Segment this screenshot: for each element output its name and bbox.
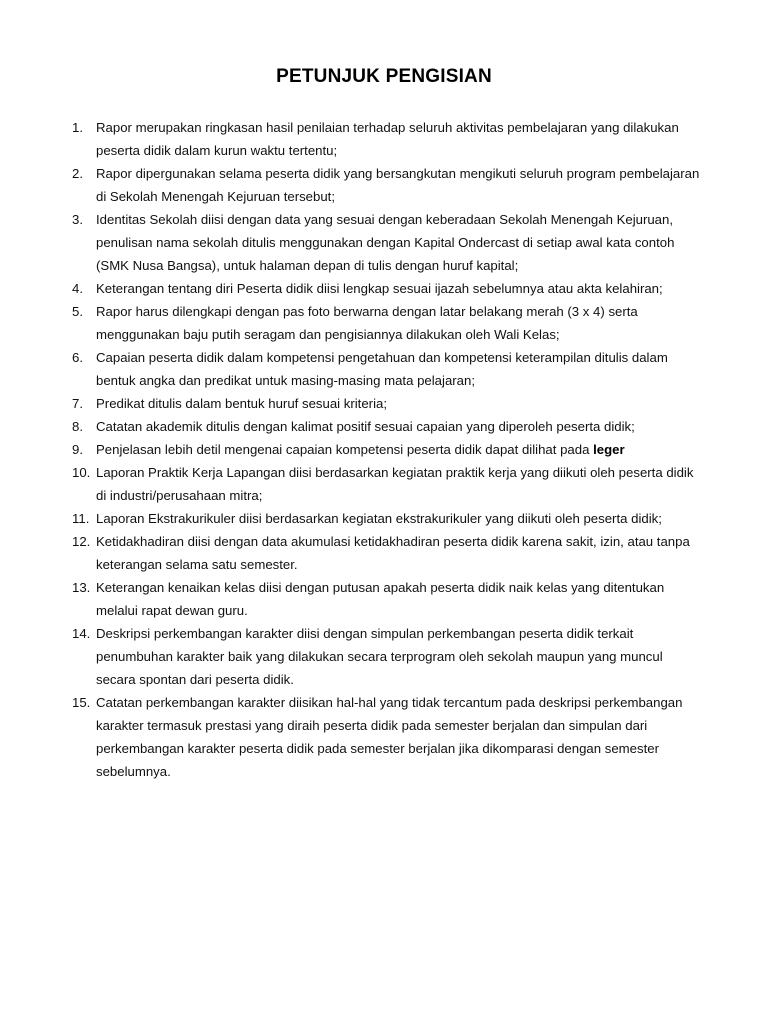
list-item [72,300,702,346]
item-number: 9. [72,442,83,457]
item-number: 12. [72,534,91,549]
item-text: Keterangan kenaikan kelas diisi dengan putusan apakah peserta didik naik kelas yang ditentukan melalui rapat dewan guru. [96,580,665,618]
item-text: Ketidakhadiran diisi dengan data akumulasi ketidakhadiran peserta didik karena sakit, izin, atau tanpa keterangan selama satu semester. [96,534,690,572]
list-item [72,530,702,576]
page-title: PETUNJUK PENGISIAN [276,66,492,87]
list-item [72,415,702,438]
item-text: Catatan perkembangan karakter diisikan hal-hal yang tidak tercantum pada deskripsi perkembangan karakter termasuk prestasi yang diraih peserta didik pada semester berjalan dan simpulan dari perkembangan karakter peserta didik pada semester berjalan jika dikomparasi dengan semester sebelumnya. [96,695,683,779]
list-item [72,346,702,392]
list-item [72,208,702,277]
item-text: Rapor merupakan ringkasan hasil penilaian terhadap seluruh aktivitas pembelajaran yang dilakukan peserta didik dalam kurun waktu tertentu; [96,120,679,158]
item-text: Identitas Sekolah diisi dengan data yang sesuai dengan keberadaan Sekolah Menengah Kejuruan, penulisan nama sekolah ditulis menggunakan dengan Kapital Ondercast di setiap awal kata contoh (SMK Nusa Bangsa), untuk halaman depan di tulis dengan huruf kapital; [96,212,675,273]
list-item [72,277,702,300]
item-number: 15. [72,695,91,710]
item-number: 13. [72,580,91,595]
item-number: 7. [72,396,83,411]
list-item [72,438,702,461]
item-text: Capaian peserta didik dalam kompetensi pengetahuan dan kompetensi keterampilan ditulis dalam bentuk angka dan predikat untuk masing-masing mata pelajaran; [96,350,668,388]
item-text-bold: leger [593,442,625,457]
list-item [72,116,702,162]
item-text-main: Penjelasan lebih detil mengenai capaian kompetensi peserta didik dapat dilihat pada [96,442,590,457]
item-text: Catatan akademik ditulis dengan kalimat positif sesuai capaian yang diperoleh peserta didik; [96,419,635,434]
list-item [72,576,702,622]
item-text: Keterangan tentang diri Peserta didik diisi lengkap sesuai ijazah sebelumnya atau akta kelahiran; [96,281,663,296]
item-number: 6. [72,350,83,365]
list-item [72,461,702,507]
item-number: 8. [72,419,83,434]
instruction-list [72,116,702,783]
item-number: 5. [72,304,83,319]
item-number: 1. [72,120,83,135]
list-item [72,507,702,530]
item-number: 14. [72,626,91,641]
list-item [72,691,702,783]
item-text: Rapor harus dilengkapi dengan pas foto berwarna dengan latar belakang merah (3 x 4) serta menggunakan baju putih seragam dan pengisiannya dilakukan oleh Wali Kelas; [96,304,638,342]
item-text: Predikat ditulis dalam bentuk huruf sesuai kriteria; [96,396,388,411]
item-number: 3. [72,212,83,227]
item-text: Laporan Ekstrakurikuler diisi berdasarkan kegiatan ekstrakurikuler yang diikuti oleh peserta didik; [96,511,662,526]
item-number: 10. [72,465,91,480]
item-number: 4. [72,281,83,296]
list-item [72,622,702,691]
list-item [72,162,702,208]
item-text: Deskripsi perkembangan karakter diisi dengan simpulan perkembangan peserta didik terkait penumbuhan karakter baik yang dilakukan secara terprogram oleh sekolah maupun yang muncul secara spontan dari peserta didik. [96,626,663,687]
item-text [96,442,625,457]
list-item [72,392,702,415]
item-text: Rapor dipergunakan selama peserta didik yang bersangkutan mengikuti seluruh program pembelajaran di Sekolah Menengah Kejuruan tersebut; [96,166,700,204]
item-number: 11. [72,511,90,526]
item-text: Laporan Praktik Kerja Lapangan diisi berdasarkan kegiatan praktik kerja yang diikuti oleh peserta didik di industri/perusahaan mitra; [96,465,694,503]
item-number: 2. [72,166,83,181]
